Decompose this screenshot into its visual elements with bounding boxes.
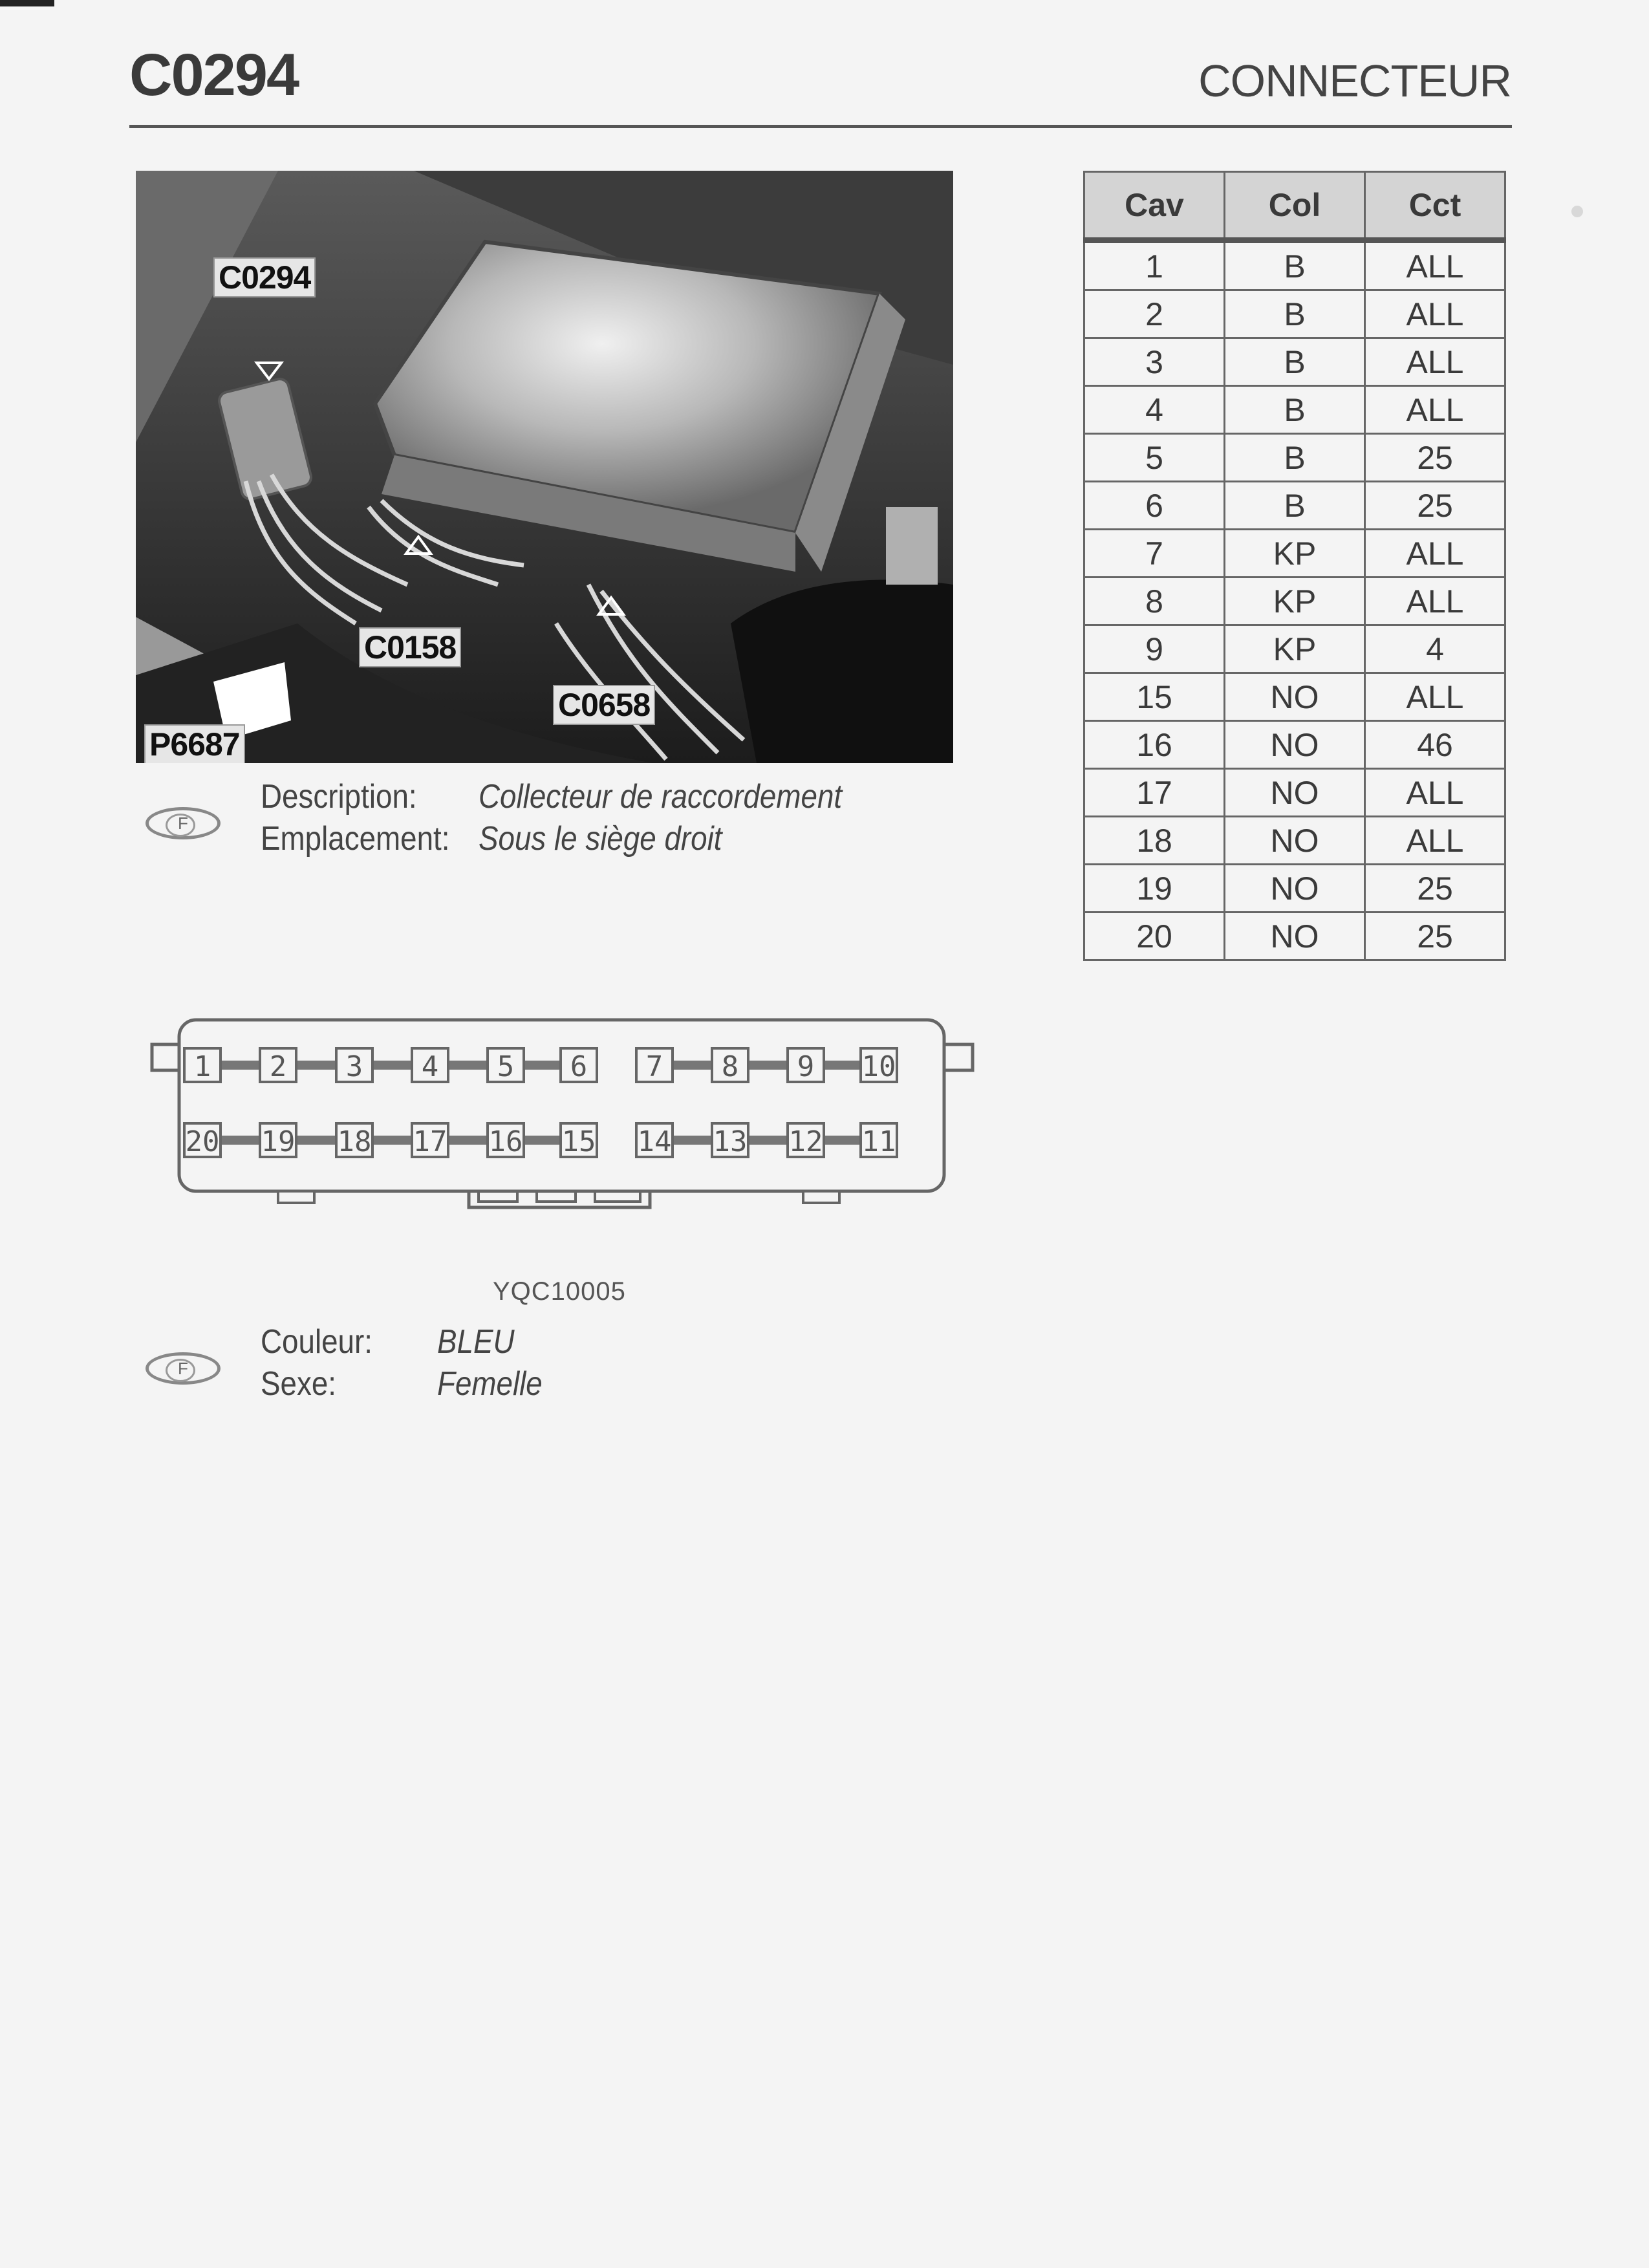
pin-bridge xyxy=(746,1136,790,1145)
cell-cct: ALL xyxy=(1365,241,1505,290)
table-row xyxy=(1084,290,1505,338)
header-cav: Cav xyxy=(1084,172,1225,241)
cell-col: NO xyxy=(1225,865,1365,913)
cell-col: B xyxy=(1225,434,1365,482)
cell-cav: 18 xyxy=(1084,817,1225,865)
pin-bridge xyxy=(522,1136,563,1145)
cell-col: NO xyxy=(1225,769,1365,817)
pin-bridge xyxy=(822,1136,863,1145)
table-row xyxy=(1084,817,1505,865)
table-row xyxy=(1084,482,1505,530)
cell-col: B xyxy=(1225,482,1365,530)
pin-bridge xyxy=(671,1136,714,1145)
table-row xyxy=(1084,578,1505,625)
table-row xyxy=(1084,673,1505,721)
pin-number: 13 xyxy=(713,1125,748,1158)
pin-number: 4 xyxy=(421,1050,439,1083)
pin-bridge xyxy=(371,1061,414,1070)
cell-cct: ALL xyxy=(1365,817,1505,865)
pin-number: 1 xyxy=(193,1050,211,1083)
callout-c0294: C0294 xyxy=(213,257,316,297)
cell-col: NO xyxy=(1225,817,1365,865)
pin-bridge xyxy=(522,1061,563,1070)
table-row xyxy=(1084,721,1505,769)
pin-bridge xyxy=(822,1061,863,1070)
pin-number: 6 xyxy=(570,1050,588,1083)
cell-cct: 46 xyxy=(1365,721,1505,769)
pin-bridge xyxy=(371,1136,414,1145)
cell-cav: 17 xyxy=(1084,769,1225,817)
pin-number: 10 xyxy=(861,1050,896,1083)
connector-code-title: C0294 xyxy=(129,42,299,108)
description-value: Collecteur de raccordement xyxy=(479,778,843,815)
cell-cct: 25 xyxy=(1365,434,1505,482)
pin-number: 14 xyxy=(637,1125,672,1158)
header-col: Col xyxy=(1225,172,1365,241)
cell-cct: ALL xyxy=(1365,386,1505,434)
pin-number: 18 xyxy=(337,1125,372,1158)
cell-cav: 6 xyxy=(1084,482,1225,530)
cell-cct: ALL xyxy=(1365,338,1505,386)
cell-col: NO xyxy=(1225,673,1365,721)
cell-cav: 20 xyxy=(1084,913,1225,960)
cell-cav: 16 xyxy=(1084,721,1225,769)
cell-col: B xyxy=(1225,338,1365,386)
cell-cav: 15 xyxy=(1084,673,1225,721)
cell-col: KP xyxy=(1225,625,1365,673)
cell-cav: 1 xyxy=(1084,241,1225,290)
language-badge-icon: F xyxy=(146,807,221,839)
pin-number: 3 xyxy=(345,1050,363,1083)
pin-number: 12 xyxy=(788,1125,823,1158)
table-row xyxy=(1084,241,1505,290)
pin-number: 19 xyxy=(261,1125,296,1158)
cell-col: B xyxy=(1225,386,1365,434)
pin-bridge xyxy=(219,1136,262,1145)
cell-cct: 4 xyxy=(1365,625,1505,673)
left-latch xyxy=(152,1044,180,1070)
document-type: CONNECTEUR xyxy=(1198,56,1511,106)
cell-col: KP xyxy=(1225,578,1365,625)
pin-number: 15 xyxy=(561,1125,596,1158)
connector-face-diagram xyxy=(149,1012,983,1219)
cell-cct: ALL xyxy=(1365,769,1505,817)
pin-number: 5 xyxy=(497,1050,515,1083)
cell-cct: 25 xyxy=(1365,865,1505,913)
callout-c0658: C0658 xyxy=(553,685,655,725)
table-header-row xyxy=(1084,172,1505,241)
callout-c0158: C0158 xyxy=(359,627,461,667)
cell-cct: ALL xyxy=(1365,673,1505,721)
location-value: Sous le siège droit xyxy=(479,820,722,858)
cell-cav: 4 xyxy=(1084,386,1225,434)
pin-bridge xyxy=(746,1061,790,1070)
callout-p6687: P6687 xyxy=(144,724,245,763)
pin-bridge xyxy=(294,1061,338,1070)
bottom-tab xyxy=(803,1191,839,1203)
reference-code: YQC10005 xyxy=(493,1277,626,1306)
cell-cct: 25 xyxy=(1365,482,1505,530)
cell-cct: ALL xyxy=(1365,578,1505,625)
location-label: Emplacement: xyxy=(261,820,450,858)
pin-number: 16 xyxy=(488,1125,523,1158)
cell-cct: ALL xyxy=(1365,290,1505,338)
table-row xyxy=(1084,769,1505,817)
sex-label: Sexe: xyxy=(261,1365,337,1403)
pin-number: 8 xyxy=(721,1050,739,1083)
table-row xyxy=(1084,434,1505,482)
table-row xyxy=(1084,338,1505,386)
cell-cav: 9 xyxy=(1084,625,1225,673)
table-row xyxy=(1084,625,1505,673)
table-row xyxy=(1084,386,1505,434)
pin-number: 9 xyxy=(797,1050,815,1083)
cell-cav: 2 xyxy=(1084,290,1225,338)
table-row xyxy=(1084,865,1505,913)
table-row xyxy=(1084,913,1505,960)
pin-bridge xyxy=(671,1061,714,1070)
language-badge-icon: F xyxy=(146,1352,221,1385)
pin-number: 20 xyxy=(185,1125,220,1158)
color-value: BLEU xyxy=(437,1323,515,1361)
pin-bridge xyxy=(446,1136,490,1145)
table-row xyxy=(1084,530,1505,578)
bottom-key xyxy=(469,1191,650,1207)
pin-bridge xyxy=(219,1061,262,1070)
pin-table xyxy=(1083,171,1506,961)
cell-col: B xyxy=(1225,241,1365,290)
pin-number: 11 xyxy=(861,1125,896,1158)
header-cct: Cct xyxy=(1365,172,1505,241)
description-label: Description: xyxy=(261,778,417,815)
cell-cct: 25 xyxy=(1365,913,1505,960)
cell-cav: 19 xyxy=(1084,865,1225,913)
scan-dot xyxy=(1571,206,1583,217)
connector-body xyxy=(179,1020,944,1191)
cell-cav: 7 xyxy=(1084,530,1225,578)
bottom-tab xyxy=(278,1191,314,1203)
pin-bridge xyxy=(294,1136,338,1145)
pin-bridge xyxy=(446,1061,490,1070)
cell-cav: 8 xyxy=(1084,578,1225,625)
pin-number: 2 xyxy=(269,1050,287,1083)
cell-col: KP xyxy=(1225,530,1365,578)
pin-number: 17 xyxy=(413,1125,447,1158)
cell-cav: 5 xyxy=(1084,434,1225,482)
cell-cav: 3 xyxy=(1084,338,1225,386)
pin-number: 7 xyxy=(645,1050,663,1083)
cell-cct: ALL xyxy=(1365,530,1505,578)
location-photo xyxy=(136,171,953,763)
cell-col: NO xyxy=(1225,721,1365,769)
right-latch xyxy=(944,1044,973,1070)
header-rule xyxy=(129,125,1512,128)
cell-col: B xyxy=(1225,290,1365,338)
cell-col: NO xyxy=(1225,913,1365,960)
color-label: Couleur: xyxy=(261,1323,372,1361)
corner-mark xyxy=(0,0,54,6)
sex-value: Femelle xyxy=(437,1365,543,1403)
